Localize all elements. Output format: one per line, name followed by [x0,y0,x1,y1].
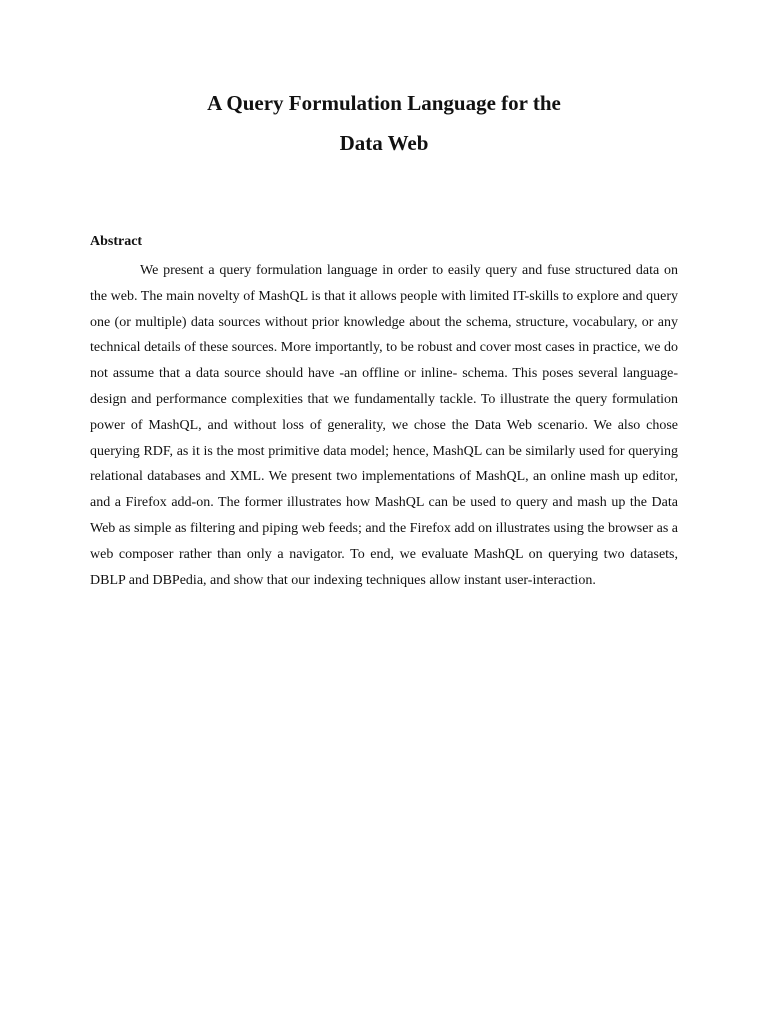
abstract-section [90,233,678,593]
paper-title-line-1: A Query Formulation Language for the [207,91,561,115]
abstract-body: We present a query formulation language in order to easily query and fuse structured data on the web. The main novelty of MashQL is that it allows people with limited IT-skills to explore and query one (or multiple) data sources without prior knowledge about the schema, structure, vocabulary, or any technical details of these sources. More importantly, to be robust and cover most cases in practice, we do not assume that a data source should have -an offline or inline- schema. This poses several language-design and performance complexities that we fundamentally tackle. To illustrate the query formulation power of MashQL, and without loss of generality, we chose the Data Web scenario. We also chose querying RDF, as it is the most primitive data model; hence, MashQL can be similarly used for querying relational databases and XML. We present two implementations of MashQL, an online mash up editor, and a Firefox add-on. The former illustrates how MashQL can be used to query and mash up the Data Web as simple as filtering and piping web feeds; and the Firefox add on illustrates using the browser as a web composer rather than only a navigator. To end, we evaluate MashQL on querying two datasets, DBLP and DBPedia, and show that our indexing techniques allow instant user-interaction. [90,263,678,588]
abstract-heading: Abstract [90,234,143,249]
paper-title-line-2: Data Web [339,131,429,155]
